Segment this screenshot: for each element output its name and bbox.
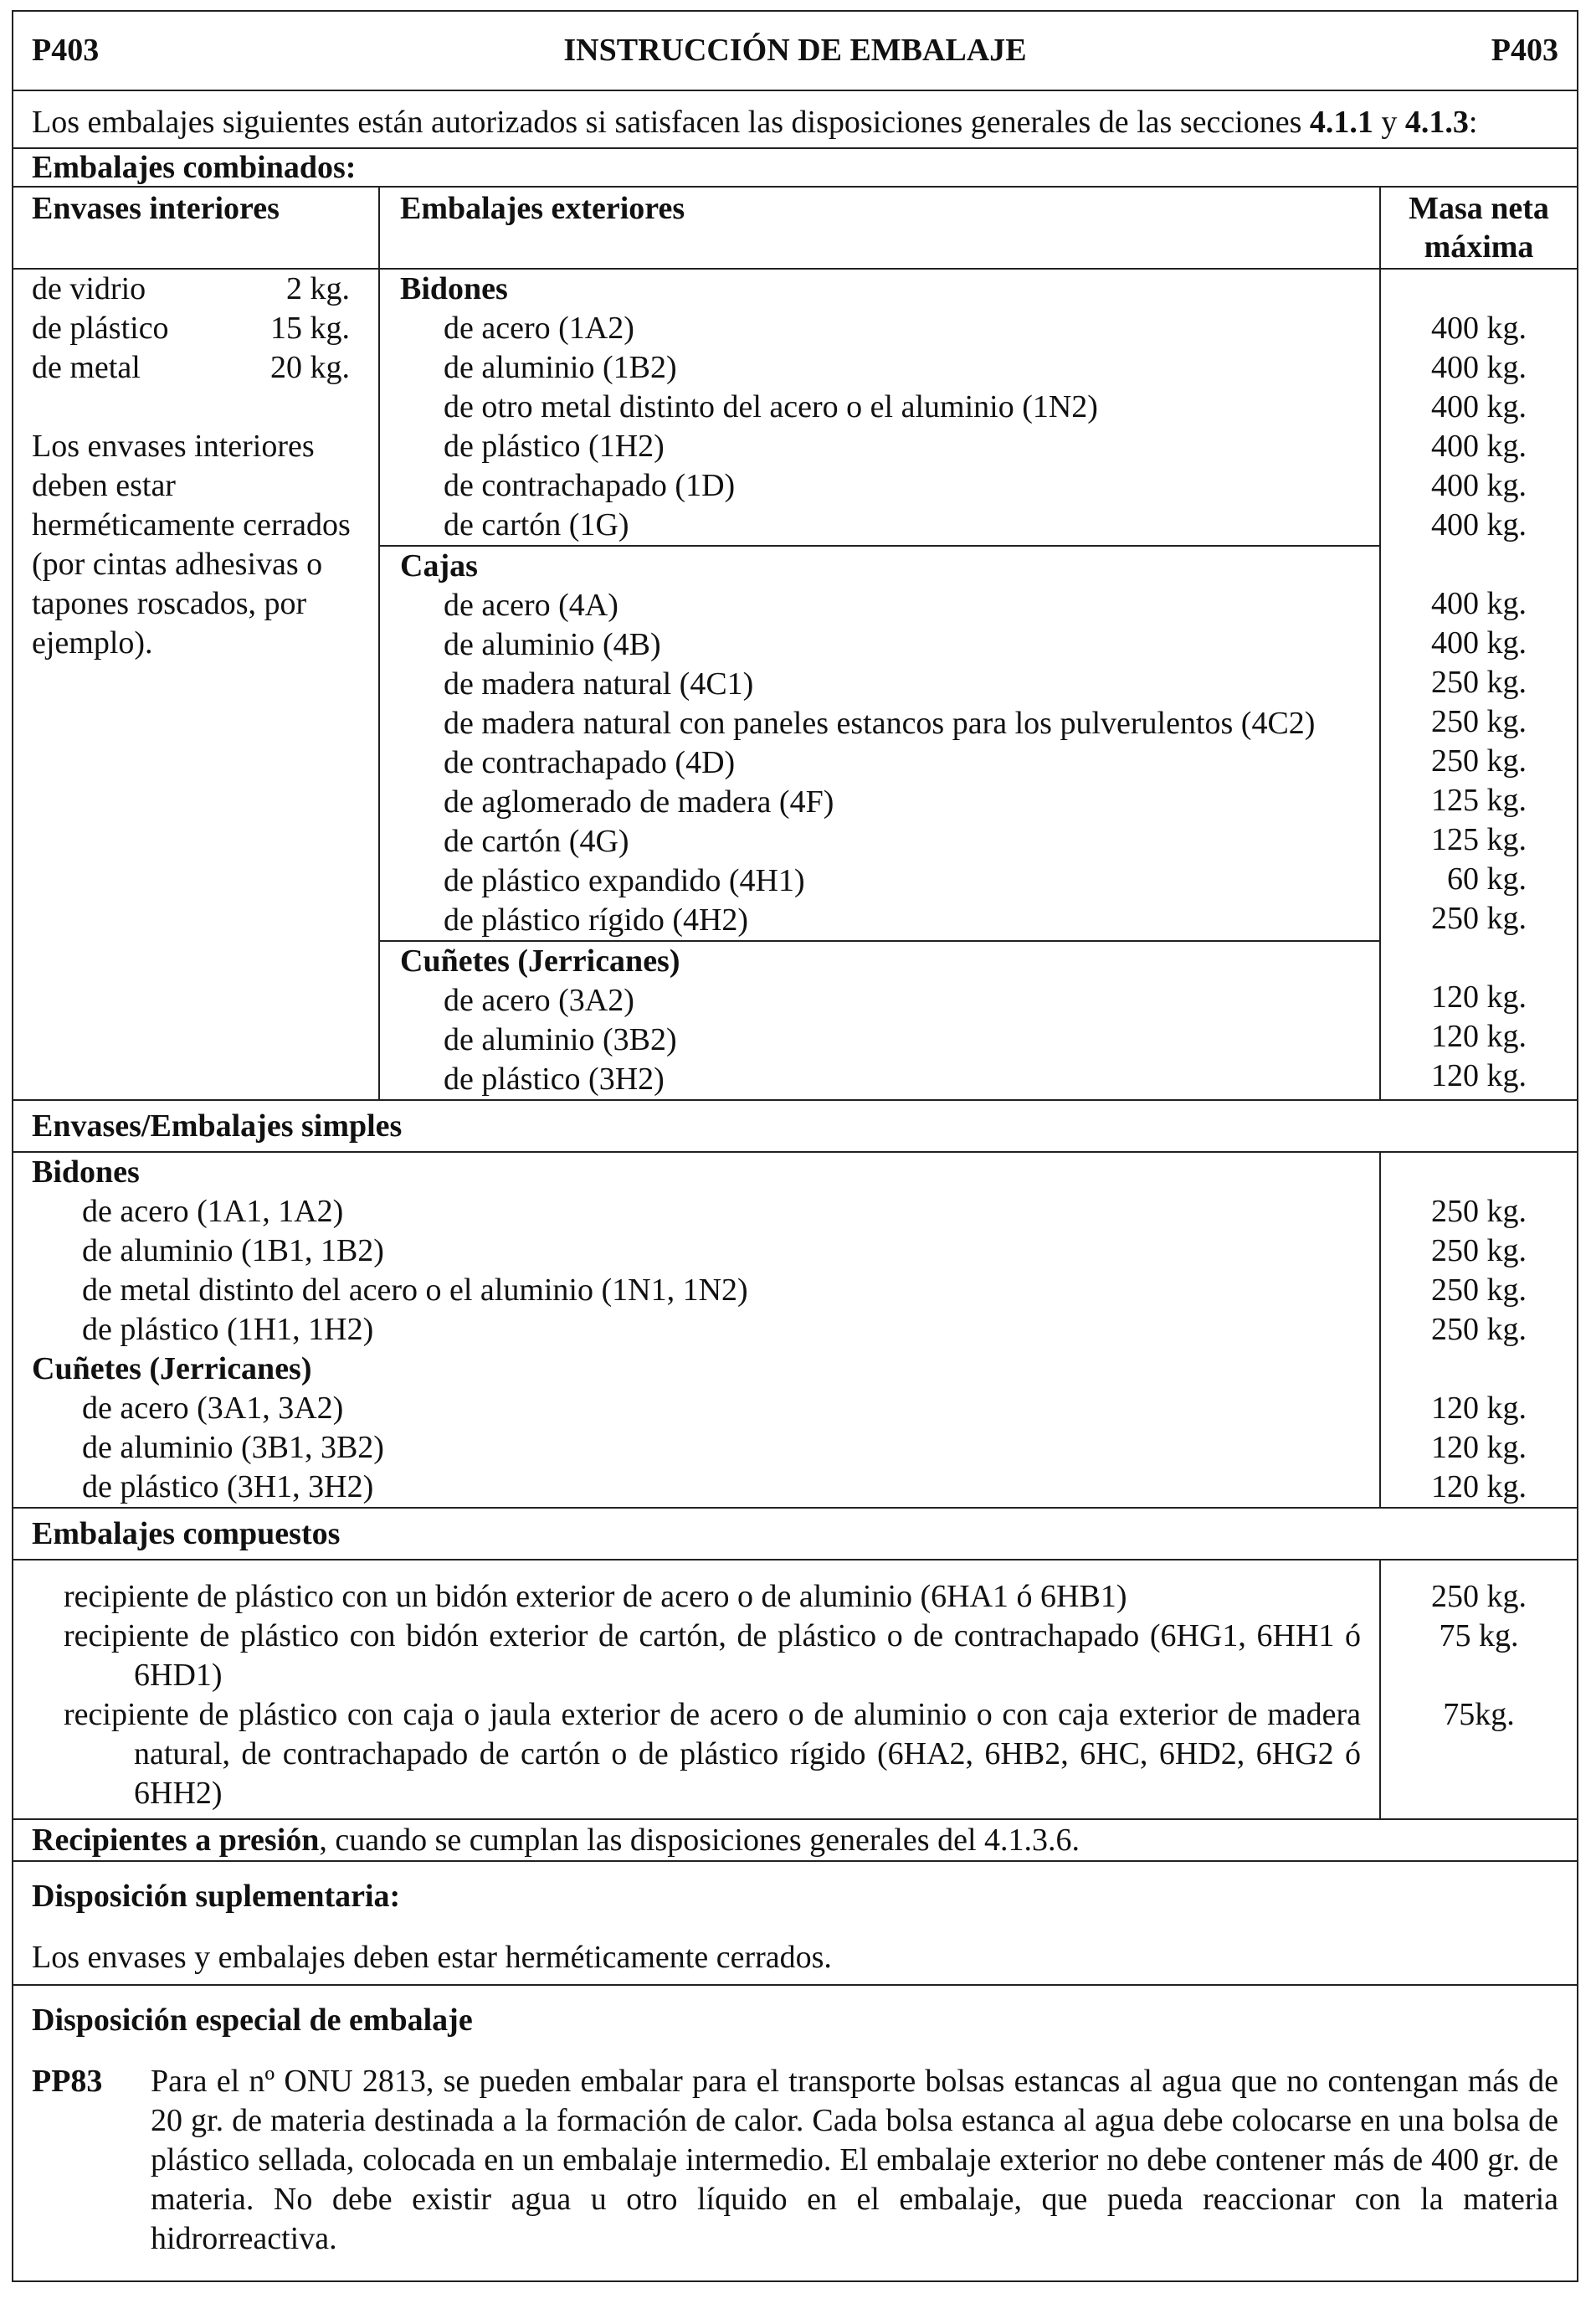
combined-header-row: [13, 188, 1577, 270]
composite-labels-column: [13, 1560, 1381, 1818]
max-net-mass: 120 kg.: [1431, 1019, 1527, 1054]
group-heading: Cuñetes (Jerricanes): [400, 943, 680, 979]
intro-end: :: [1468, 105, 1478, 140]
col-inner-header: Envases interiores: [13, 188, 380, 268]
inner-packaging-item: [32, 348, 378, 388]
simple-mass-column: [1381, 1153, 1577, 1507]
simple-packaging-item: de plástico (3H1, 3H2): [82, 1469, 374, 1504]
max-net-mass: 250 kg.: [1431, 704, 1527, 739]
max-net-mass: 400 kg.: [1431, 507, 1527, 542]
composite-body: [13, 1560, 1577, 1820]
inner-packaging-mass: 20 kg.: [270, 350, 350, 385]
simple-max-net-mass: 120 kg.: [1431, 1430, 1527, 1465]
pressure-receptacles: [13, 1820, 1577, 1862]
inner-packaging-mass: 2 kg.: [286, 271, 350, 306]
combined-title: Embalajes combinados:: [13, 149, 1577, 188]
outer-packaging-item: de aluminio (1B2): [444, 350, 677, 385]
supplementary-provision: [13, 1862, 1577, 1986]
supplementary-title: Disposición suplementaria:: [32, 1879, 401, 1914]
packing-instruction-document: [12, 10, 1578, 2282]
outer-packaging-item: de acero (1A2): [444, 311, 634, 346]
outer-packaging-group: [380, 270, 1379, 547]
col-outer-header: Embalajes exteriores: [380, 188, 1381, 268]
mass-spacer: [1381, 270, 1527, 309]
mass-group: [1381, 545, 1527, 938]
outer-packaging-group: [380, 547, 1379, 942]
mass-spacer: [1381, 938, 1527, 978]
simple-max-net-mass: 250 kg.: [1431, 1194, 1527, 1229]
composite-mass-column: [1381, 1560, 1577, 1818]
inner-packaging-note: Los envases interiores deben estar herméticamente cerrados (por cintas adhesivas o tapones roscados, por ejemplo).: [32, 429, 351, 661]
mass-group: [1381, 938, 1527, 1096]
max-net-mass: 400 kg.: [1431, 389, 1527, 424]
simple-group-heading: Bidones: [32, 1154, 140, 1190]
supplementary-text: Los envases y embalajes deben estar herméticamente cerrados.: [32, 1940, 832, 1975]
intro-and: y: [1373, 105, 1405, 140]
mass-spacer: [1381, 545, 1527, 584]
max-net-mass: 250 kg.: [1431, 743, 1527, 779]
simple-packaging-item: de acero (3A1, 3A2): [82, 1391, 344, 1426]
inner-packaging-name: de plástico: [32, 311, 169, 346]
simple-packaging-item: de acero (1A1, 1A2): [82, 1194, 344, 1229]
outer-packaging-item: de aluminio (3B2): [444, 1022, 677, 1057]
max-net-mass: 400 kg.: [1431, 311, 1527, 346]
outer-packaging-item: de plástico (3H2): [444, 1062, 665, 1097]
group-heading: Cajas: [400, 548, 478, 584]
inner-packaging-item: [32, 270, 378, 309]
outer-packaging-item: de madera natural (4C1): [444, 666, 754, 702]
outer-packaging-item: de otro metal distinto del acero o el aluminio (1N2): [444, 389, 1098, 424]
mass-group: [1381, 270, 1527, 545]
outer-packaging-item: de contrachapado (4D): [444, 745, 736, 780]
outer-packaging-item: de acero (4A): [444, 588, 618, 623]
pp83-provision: [32, 2062, 1558, 2259]
combined-body: [13, 270, 1577, 1101]
col-mass-header: Masa neta máxima: [1409, 191, 1549, 265]
composite-max-net-mass: 75kg.: [1443, 1697, 1515, 1732]
composite-packaging-item: recipiente de plástico con caja o jaula exterior de acero o de aluminio o con caja exterior de madera natural, de contrachapado de cartón o de plástico rígido (6HA2, 6HB2, 6HC, 6HD2, 6HG2 ó 6HH2): [64, 1697, 1361, 1811]
simple-packaging-item: de aluminio (1B1, 1B2): [82, 1233, 384, 1268]
outer-packagings-column: [380, 270, 1381, 1099]
simple-max-net-mass: 250 kg.: [1431, 1233, 1527, 1268]
max-net-mass: 120 kg.: [1431, 1058, 1527, 1093]
outer-packaging-item: de plástico expandido (4H1): [444, 863, 805, 898]
inner-packagings-column: [13, 270, 380, 1099]
provision-text: Para el nº ONU 2813, se pueden embalar para el transporte bolsas estancas al agua que no contengan más de 20 gr. de materia destinada a la formación de calor. Cada bolsa estanca al agua debe colocarse en una bolsa de plástico sellada, colocada en un embalaje intermedio. El embalaje exterior no debe contener más de 400 gr. de materia. No debe existir agua u otro líquido en el embalaje, que pueda reaccionar con la materia hidrorreactiva.: [151, 2064, 1558, 2256]
simple-max-net-mass: 250 kg.: [1431, 1273, 1527, 1308]
special-title: Disposición especial de embalaje: [32, 2003, 473, 2038]
max-net-mass: 400 kg.: [1431, 350, 1527, 385]
page-title: INSTRUCCIÓN DE EMBALAJE: [563, 33, 1027, 68]
section-ref-1: 4.1.1: [1309, 105, 1373, 140]
outer-packaging-item: de acero (3A2): [444, 983, 634, 1018]
provision-code: PP83: [32, 2064, 103, 2099]
inner-packaging-item: [32, 309, 378, 348]
outer-packaging-item: de plástico rígido (4H2): [444, 902, 749, 938]
max-net-mass: 125 kg.: [1431, 822, 1527, 857]
composite-packaging-item: recipiente de plástico con un bidón exterior de acero o de aluminio (6HA1 ó 6HB1): [64, 1579, 1127, 1614]
simple-labels-column: [13, 1153, 1381, 1507]
composite-packaging-item: recipiente de plástico con bidón exterior de cartón, de plástico o de contrachapado (6HG1, 6HH1 ó 6HD1): [64, 1618, 1361, 1693]
mass-spacer: [1381, 1350, 1527, 1389]
simple-packaging-item: de aluminio (3B1, 3B2): [82, 1430, 384, 1465]
title-row: [13, 12, 1577, 91]
outer-packaging-group: [380, 942, 1379, 1099]
max-net-mass: 400 kg.: [1431, 586, 1527, 621]
pressure-text: , cuando se cumplan las disposiciones generales del 4.1.3.6.: [319, 1823, 1080, 1858]
inner-packaging-name: de metal: [32, 350, 141, 385]
max-net-mass: 60 kg.: [1447, 861, 1527, 897]
max-net-mass: 120 kg.: [1431, 979, 1527, 1015]
composite-max-net-mass: 250 kg.: [1431, 1579, 1527, 1614]
max-net-mass: 250 kg.: [1431, 665, 1527, 700]
intro-text: [13, 91, 1577, 149]
composite-title: Embalajes compuestos: [13, 1509, 1577, 1560]
simple-packaging-item: de plástico (1H1, 1H2): [82, 1312, 374, 1347]
outer-packaging-item: de plástico (1H2): [444, 429, 665, 464]
outer-packaging-item: de cartón (1G): [444, 507, 629, 542]
outer-packaging-item: de aluminio (4B): [444, 627, 661, 662]
max-net-mass: 250 kg.: [1431, 901, 1527, 936]
section-ref-2: 4.1.3: [1404, 105, 1469, 140]
outer-packaging-item: de cartón (4G): [444, 824, 629, 859]
simple-max-net-mass: 250 kg.: [1431, 1312, 1527, 1347]
group-heading: Bidones: [400, 271, 508, 306]
simple-packaging-item: de metal distinto del acero o el aluminio (1N1, 1N2): [82, 1273, 748, 1308]
outer-packaging-item: de madera natural con paneles estancos para los pulverulentos (4C2): [444, 706, 1316, 741]
simple-body: [13, 1153, 1577, 1509]
inner-packaging-name: de vidrio: [32, 271, 146, 306]
outer-packaging-item: de contrachapado (1D): [444, 468, 736, 503]
max-net-mass: 125 kg.: [1431, 783, 1527, 818]
max-net-mass: 400 kg.: [1431, 625, 1527, 661]
special-provision: [13, 1986, 1577, 2280]
mass-spacer: [1381, 1153, 1527, 1192]
mass-column: [1381, 270, 1577, 1099]
code-right: P403: [1491, 33, 1558, 68]
pressure-bold: Recipientes a presión: [32, 1823, 320, 1858]
composite-max-net-mass: 75 kg.: [1439, 1618, 1519, 1653]
max-net-mass: 400 kg.: [1431, 468, 1527, 503]
max-net-mass: 400 kg.: [1431, 429, 1527, 464]
simple-max-net-mass: 120 kg.: [1431, 1469, 1527, 1504]
inner-packaging-mass: 15 kg.: [270, 311, 350, 346]
simple-max-net-mass: 120 kg.: [1431, 1391, 1527, 1426]
outer-packaging-item: de aglomerado de madera (4F): [444, 784, 834, 820]
simple-title: Envases/Embalajes simples: [13, 1101, 1577, 1153]
code-left: P403: [32, 33, 100, 68]
simple-group-heading: Cuñetes (Jerricanes): [32, 1351, 312, 1386]
intro-sentence: Los embalajes siguientes están autorizados si satisfacen las disposiciones generales de las secciones: [32, 105, 1310, 140]
